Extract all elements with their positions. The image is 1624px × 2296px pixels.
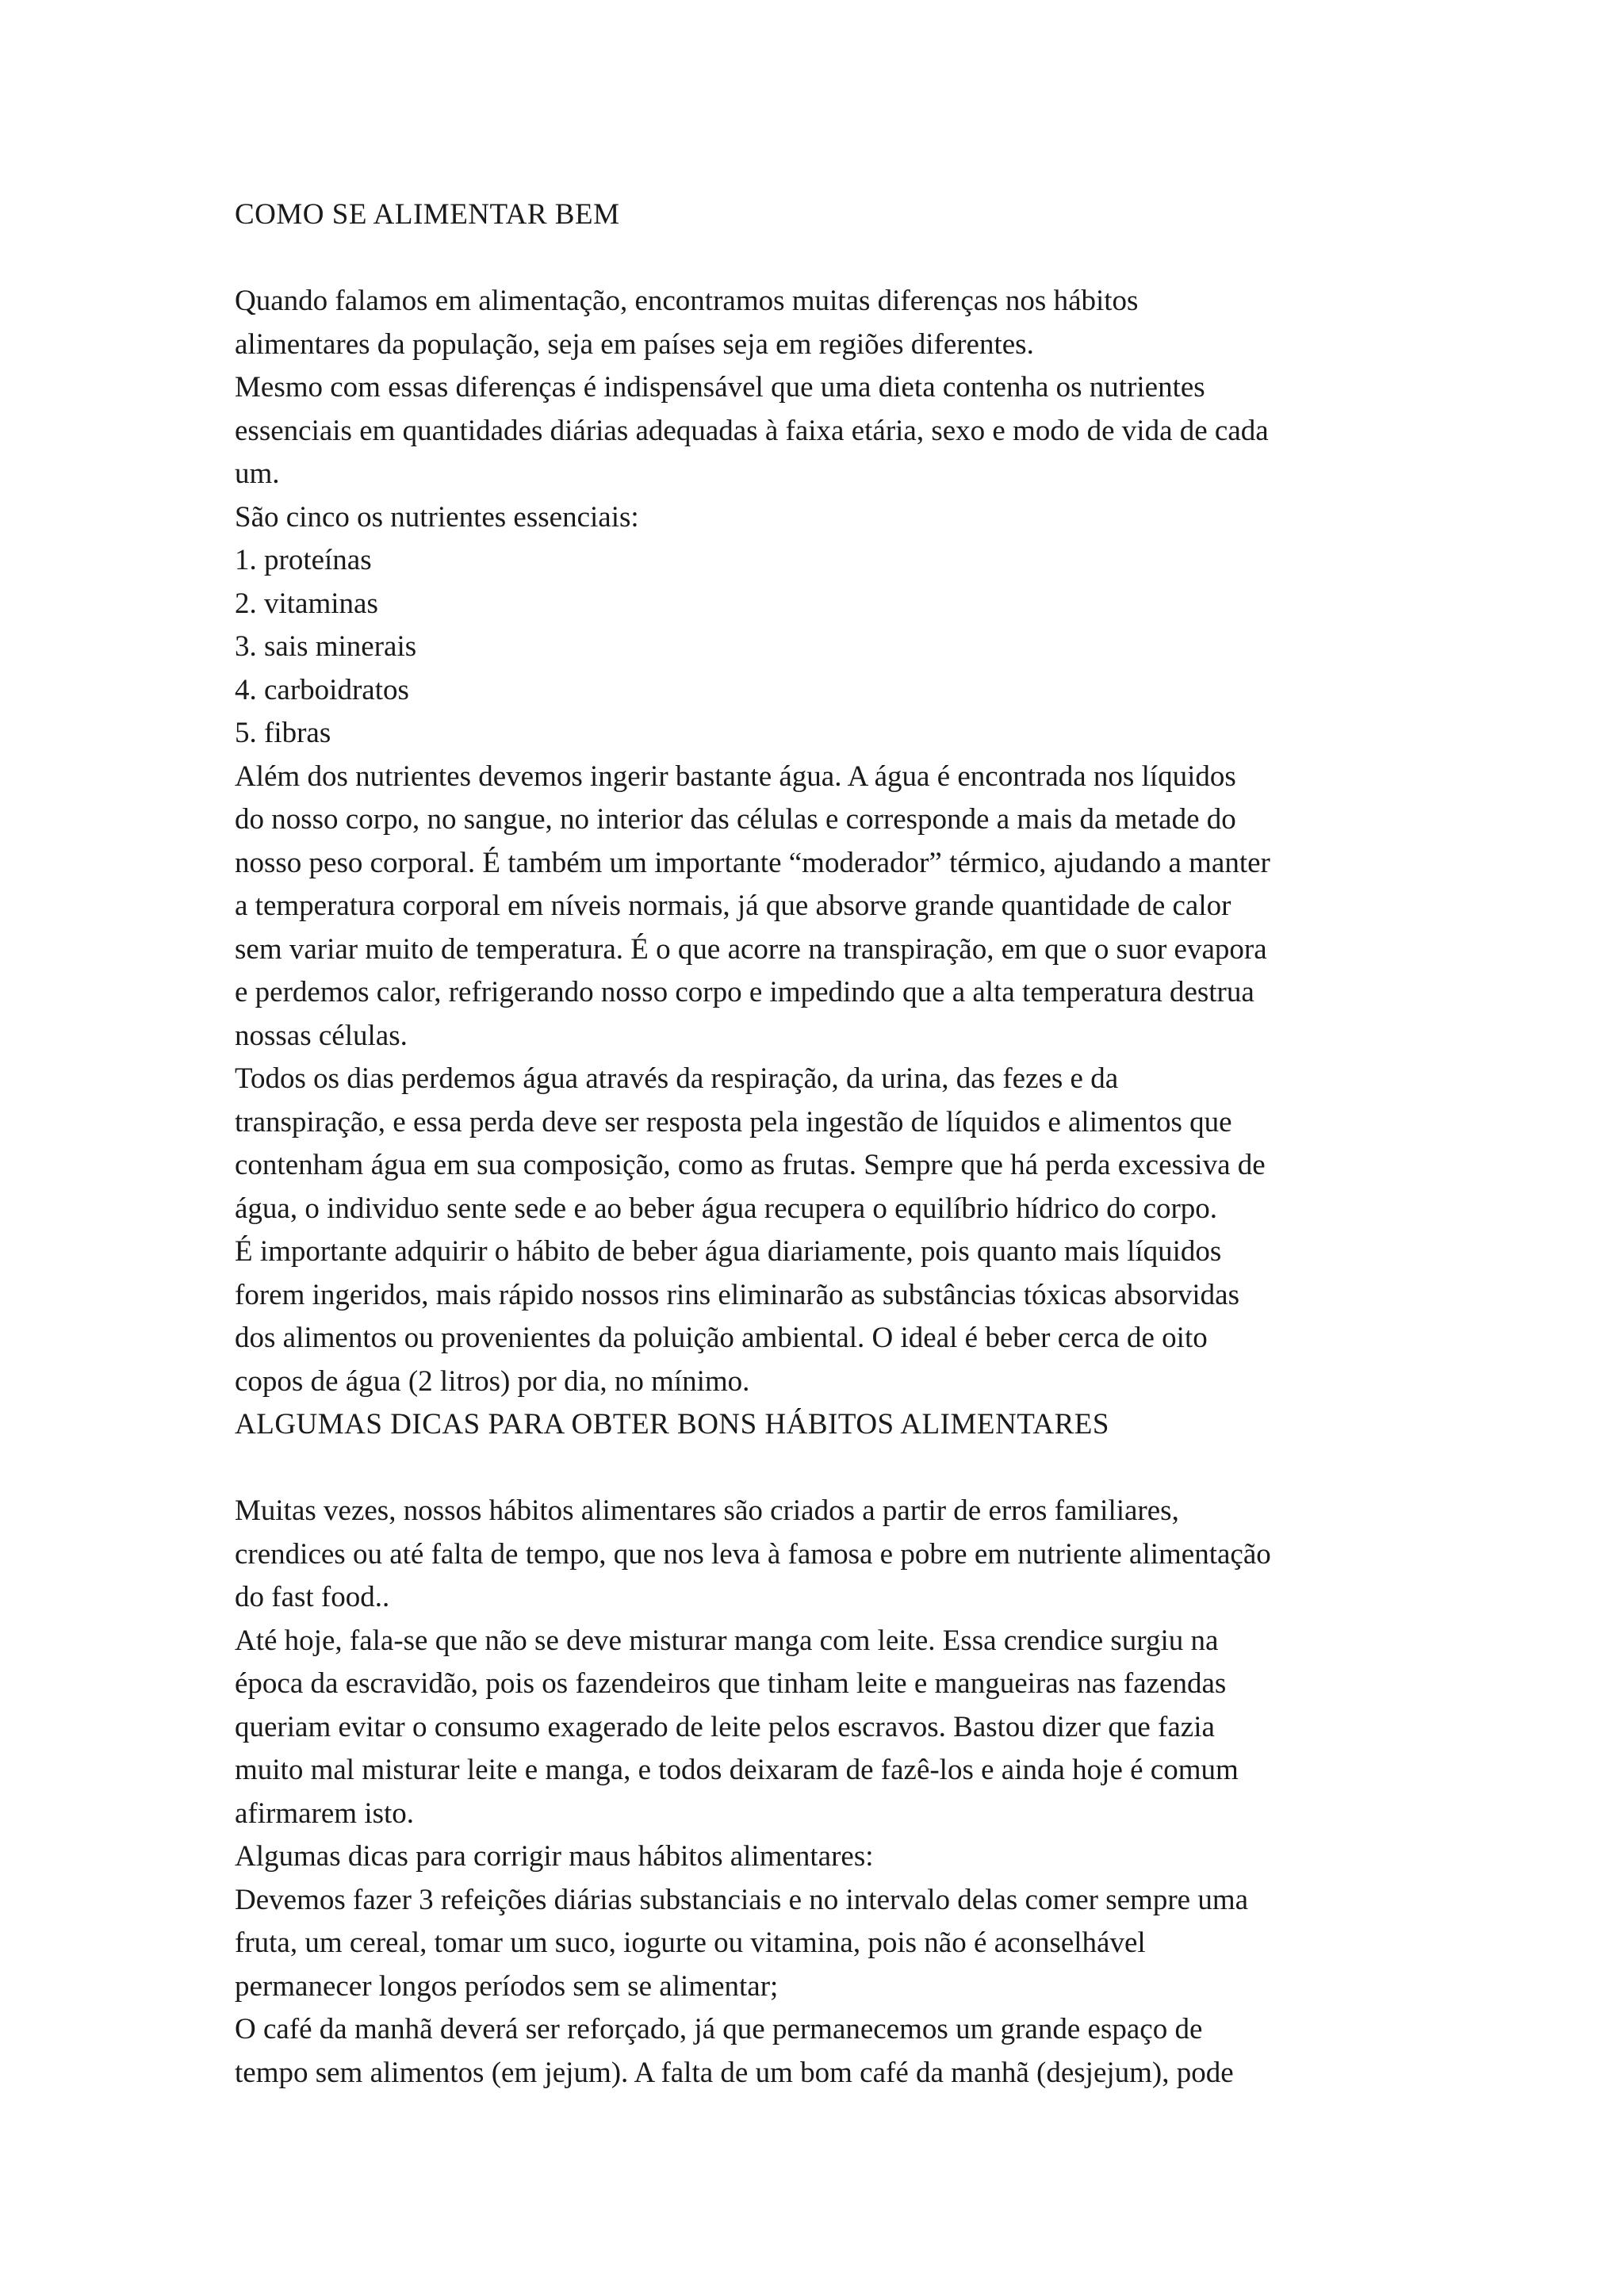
paragraph-line: forem ingeridos, mais rápido nossos rins eliminarão as substâncias tóxicas absorvidas: [235, 1278, 1239, 1311]
paragraph-line: fruta, um cereal, tomar um suco, iogurte ou vitamina, pois não é aconselhável: [235, 1927, 1146, 1959]
paragraph-line: muito mal misturar leite e manga, e todos deixaram de fazê-los e ainda hoje é comum: [235, 1754, 1239, 1786]
paragraph-line: Além dos nutrientes devemos ingerir bastante água. A água é encontrada nos líquidos: [235, 760, 1236, 793]
nutrient-list-item: 4. carboidratos: [235, 673, 409, 706]
paragraph-line: água, o individuo sente sede e ao beber água recupera o equilíbrio hídrico do corpo.: [235, 1192, 1218, 1225]
paragraph-line: São cinco os nutrientes essenciais:: [235, 500, 639, 534]
paragraph-line: contenham água em sua composição, como as frutas. Sempre que há perda excessiva de: [235, 1149, 1266, 1181]
nutrient-list-item: 5. fibras: [235, 717, 331, 749]
paragraph-line: crendices ou até falta de tempo, que nos leva à famosa e pobre em nutriente alimentação: [235, 1537, 1271, 1571]
paragraph-line: alimentares da população, seja em países seja em regiões diferentes.: [235, 327, 1034, 361]
paragraph-line: do nosso corpo, no sangue, no interior das células e corresponde a mais da metade do: [235, 803, 1236, 836]
paragraph-line: e perdemos calor, refrigerando nosso corpo e impedindo que a alta temperatura destrua: [235, 976, 1254, 1008]
paragraph-line: do fast food..: [235, 1581, 390, 1613]
paragraph-line: queriam evitar o consumo exagerado de leite pelos escravos. Bastou dizer que fazia: [235, 1710, 1215, 1743]
paragraph-line: transpiração, e essa perda deve ser resposta pela ingestão de líquidos e alimentos que: [235, 1105, 1232, 1138]
nutrient-list-item: 2. vitaminas: [235, 587, 378, 620]
paragraph-line: É importante adquirir o hábito de beber água diariamente, pois quanto mais líquidos: [235, 1235, 1222, 1268]
paragraph-line: essenciais em quantidades diárias adequadas à faixa etária, sexo e modo de vida de cada: [235, 414, 1269, 447]
paragraph-line: Todos os dias perdemos água através da respiração, da urina, das fezes e da: [235, 1062, 1119, 1095]
paragraph-line: dos alimentos ou provenientes da poluição ambiental. O ideal é beber cerca de oito: [235, 1322, 1208, 1354]
nutrient-list-item: 1. proteínas: [235, 544, 372, 576]
paragraph-line: copos de água (2 litros) por dia, no mínimo.: [235, 1364, 750, 1398]
nutrient-list-item: 3. sais minerais: [235, 630, 417, 663]
paragraph-line: tempo sem alimentos (em jejum). A falta de um bom café da manhã (desjejum), pode: [235, 2056, 1234, 2089]
paragraph-line: a temperatura corporal em níveis normais, já que absorve grande quantidade de calor: [235, 890, 1231, 922]
paragraph-line: sem variar muito de temperatura. É o que acorre na transpiração, em que o suor evapora: [235, 932, 1267, 966]
paragraph-line: Até hoje, fala-se que não se deve misturar manga com leite. Essa crendice surgiu na: [235, 1624, 1219, 1657]
document-title: COMO SE ALIMENTAR BEM: [235, 198, 620, 231]
paragraph-line: afirmarem isto.: [235, 1797, 415, 1830]
blank-line: [235, 237, 1424, 281]
paragraph-line: O café da manhã deverá ser reforçado, já que permanecemos um grande espaço de: [235, 2013, 1203, 2045]
paragraph-line: época da escravidão, pois os fazendeiros que tinham leite e mangueiras nas fazendas: [235, 1667, 1227, 1700]
paragraph-line: Quando falamos em alimentação, encontramos muitas diferenças nos hábitos: [235, 285, 1139, 317]
section-heading: ALGUMAS DICAS PARA OBTER BONS HÁBITOS ALIMENTARES: [235, 1408, 1109, 1441]
document-body: [235, 193, 1424, 2095]
paragraph-line: permanecer longos períodos sem se alimentar;: [235, 1969, 779, 2003]
paragraph-line: nosso peso corporal. É também um importante “moderador” térmico, ajudando a manter: [235, 846, 1270, 879]
paragraph-line: um.: [235, 457, 280, 490]
paragraph-line: Muitas vezes, nossos hábitos alimentares são criados a partir de erros familiares,: [235, 1494, 1179, 1527]
blank-line: [235, 1447, 1424, 1490]
paragraph-line: Devemos fazer 3 refeições diárias substanciais e no intervalo delas comer sempre uma: [235, 1883, 1249, 1916]
paragraph-line: nossas células.: [235, 1019, 408, 1052]
paragraph-line: Mesmo com essas diferenças é indispensável que uma dieta contenha os nutrientes: [235, 371, 1205, 404]
paragraph-line: Algumas dicas para corrigir maus hábitos alimentares:: [235, 1840, 874, 1873]
